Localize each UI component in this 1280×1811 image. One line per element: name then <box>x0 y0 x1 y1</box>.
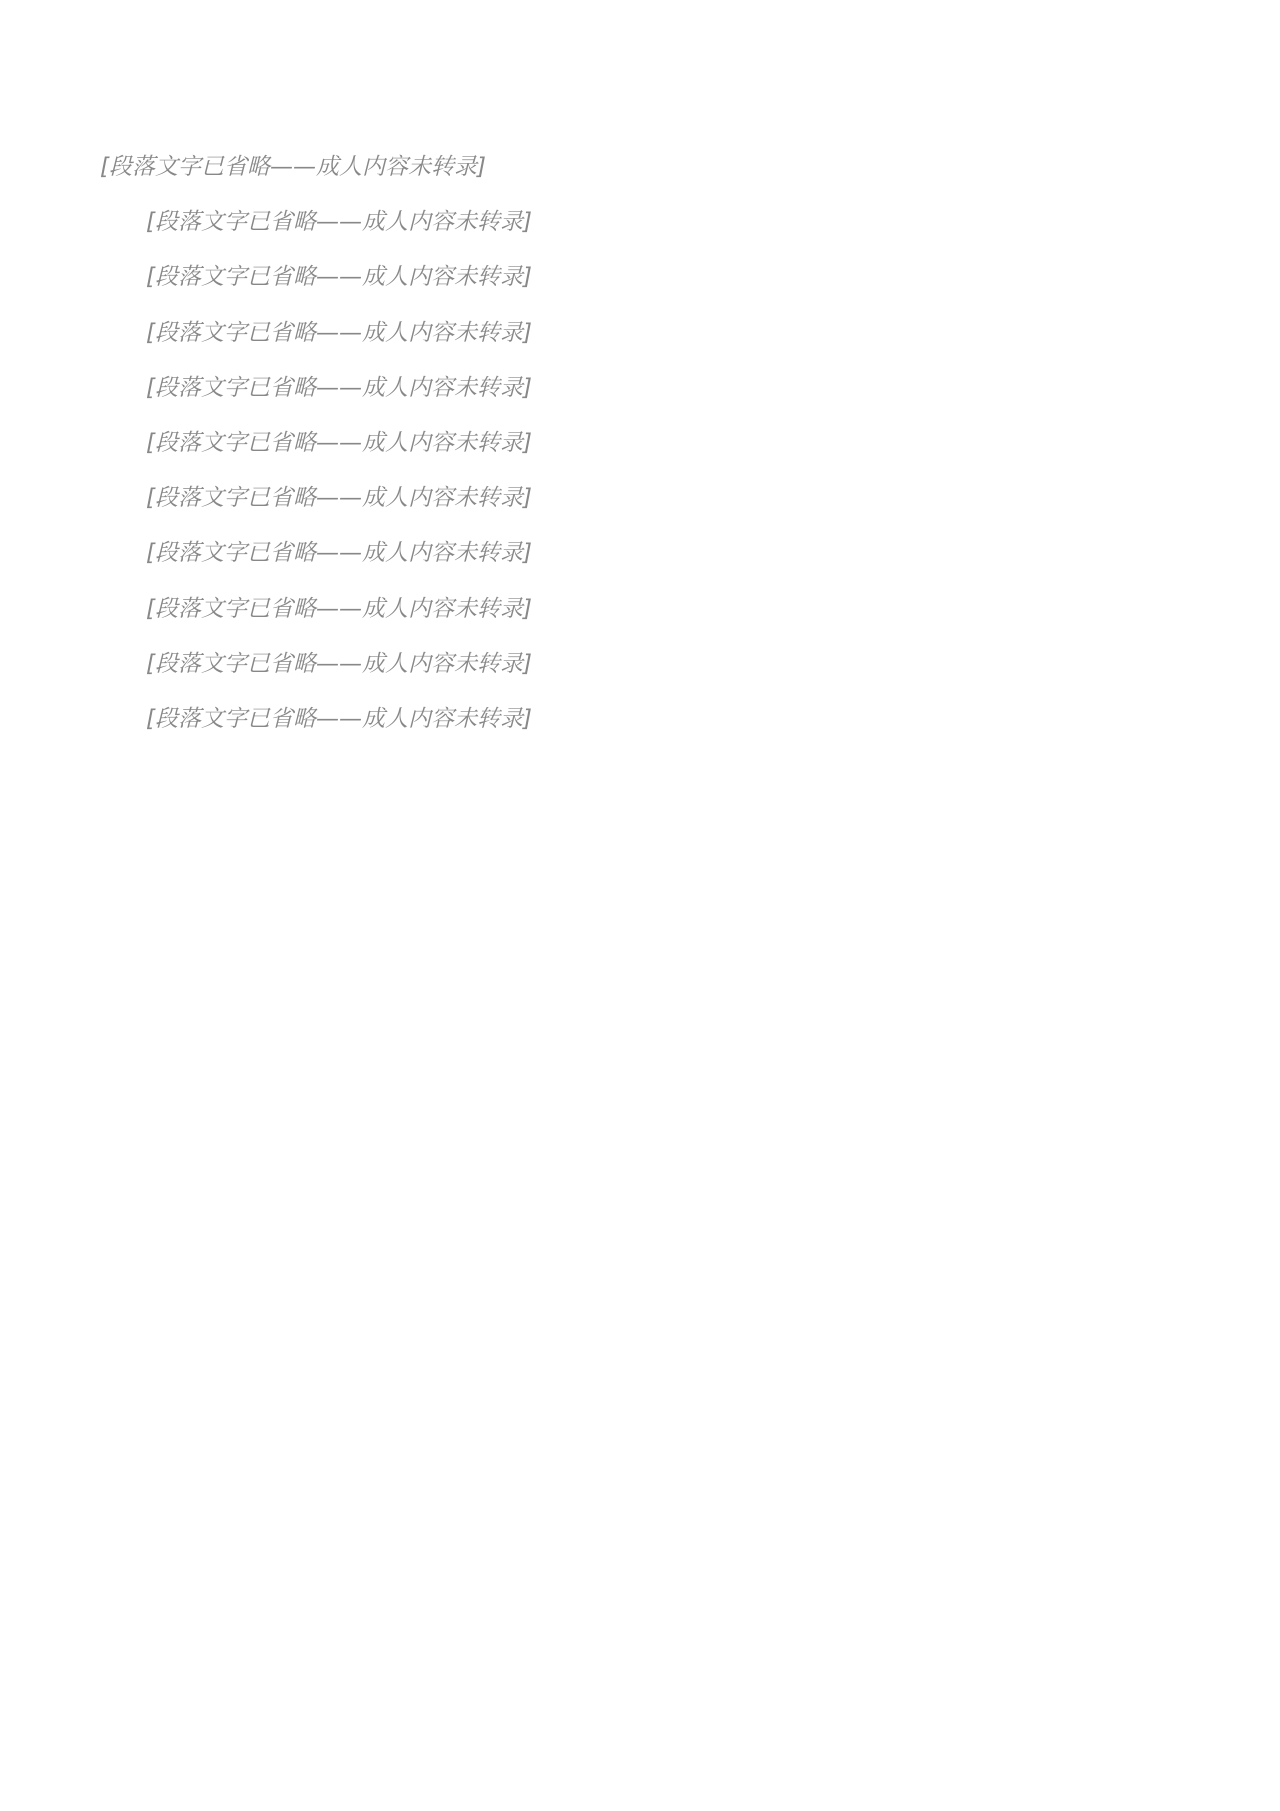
paragraph: [段落文字已省略——成人内容未转录] <box>146 595 532 622</box>
paragraph: [段落文字已省略——成人内容未转录] <box>146 540 532 567</box>
paragraph: [段落文字已省略——成人内容未转录] <box>146 319 532 346</box>
paragraph: [段落文字已省略——成人内容未转录] <box>100 154 486 180</box>
paragraph: [段落文字已省略——成人内容未转录] <box>146 374 532 401</box>
paragraph: [段落文字已省略——成人内容未转录] <box>146 209 532 236</box>
paragraph: [段落文字已省略——成人内容未转录] <box>146 429 532 456</box>
paragraph: [段落文字已省略——成人内容未转录] <box>146 650 532 677</box>
paragraph: [段落文字已省略——成人内容未转录] <box>146 705 532 732</box>
paragraph-container <box>100 140 1180 747</box>
paragraph: [段落文字已省略——成人内容未转录] <box>146 264 532 291</box>
paragraph: [段落文字已省略——成人内容未转录] <box>146 485 532 512</box>
